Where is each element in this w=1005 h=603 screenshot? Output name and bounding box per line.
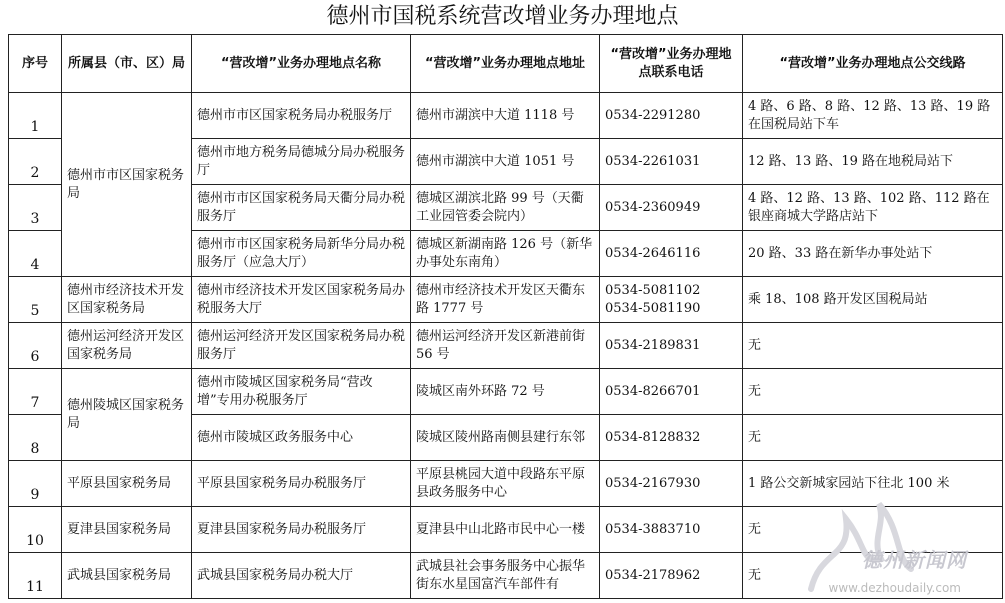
- row-number: 5: [9, 277, 62, 323]
- phone-cell: [600, 277, 743, 323]
- row-number: 4: [9, 231, 62, 277]
- watermark-url: www.dezhoudaily.com: [828, 581, 961, 595]
- table-row: [9, 553, 1003, 599]
- bureau-cell: 夏津县国家税务局: [62, 507, 192, 553]
- phone-cell: 0534-8128832: [600, 415, 743, 461]
- office-table: [8, 34, 1003, 599]
- bus-cell: 1 路公交新城家园站下往北 100 米: [743, 461, 1003, 507]
- header-no: 序号: [9, 35, 62, 93]
- table-row: [9, 323, 1003, 369]
- header-name: “营改增”业务办理地点名称: [192, 35, 411, 93]
- address-cell: 陵城区南外环路 72 号: [411, 369, 600, 415]
- phone-cell: 0534-2167930: [600, 461, 743, 507]
- address-cell: 夏津县中山北路市民中心一楼: [411, 507, 600, 553]
- row-number: 9: [9, 461, 62, 507]
- address-cell: 德州运河经济开发区新港前街 56 号: [411, 323, 600, 369]
- phone-cell: 0534-2360949: [600, 185, 743, 231]
- phone-cell: 0534-2646116: [600, 231, 743, 277]
- row-number: 6: [9, 323, 62, 369]
- bureau-cell: 德州市经济技术开发区国家税务局: [62, 277, 192, 323]
- phone-cell: 0534-2178962: [600, 553, 743, 599]
- row-number: 3: [9, 185, 62, 231]
- table-row: [9, 507, 1003, 553]
- phone-cell: 0534-2261031: [600, 139, 743, 185]
- office-name-cell: 德州市经济技术开发区国家税务局办税服务大厅: [192, 277, 411, 323]
- table-row: [9, 277, 1003, 323]
- address-cell: 平原县桃园大道中段路东平原县政务服务中心: [411, 461, 600, 507]
- office-name-cell: 德州运河经济开发区国家税务局办税服务厅: [192, 323, 411, 369]
- office-name-cell: 德州市地方税务局德城分局办税服务厅: [192, 139, 411, 185]
- address-cell: 德城区湖滨北路 99 号（天衢工业园管委会院内）: [411, 185, 600, 231]
- row-number: 11: [9, 553, 62, 599]
- row-number: 1: [9, 93, 62, 139]
- bus-cell: 12 路、13 路、19 路在地税局站下: [743, 139, 1003, 185]
- bus-cell: 无: [743, 507, 1003, 553]
- header-bus: “营改增”业务办理地点公交线路: [743, 35, 1003, 93]
- phone-secondary: 0534-5081190: [605, 300, 701, 316]
- office-name-cell: 德州市市区国家税务局天衢分局办税服务厅: [192, 185, 411, 231]
- phone-cell: 0534-3883710: [600, 507, 743, 553]
- row-number: 8: [9, 415, 62, 461]
- bureau-cell: 德州市市区国家税务局: [62, 93, 192, 277]
- address-cell: 德州市经济技术开发区天衢东路 1777 号: [411, 277, 600, 323]
- bus-cell: 20 路、33 路在新华办事处站下: [743, 231, 1003, 277]
- bus-cell: 4 路、12 路、13 路、102 路、112 路在银座商城大学路店站下: [743, 185, 1003, 231]
- watermark-text: 德州新闻网: [862, 548, 967, 572]
- address-cell: 武城县社会事务服务中心振华街东水星国富汽车部件有: [411, 553, 600, 599]
- address-cell: 德州市湖滨中大道 1118 号: [411, 93, 600, 139]
- office-name-cell: 德州市陵城区国家税务局“营改增”专用办税服务厅: [192, 369, 411, 415]
- office-name-cell: 武城县国家税务局办税大厅: [192, 553, 411, 599]
- row-number: 2: [9, 139, 62, 185]
- phone-cell: 0534-8266701: [600, 369, 743, 415]
- office-name-cell: 夏津县国家税务局办税服务厅: [192, 507, 411, 553]
- bureau-cell: 德州陵城区国家税务局: [62, 369, 192, 461]
- header-row: [9, 35, 1003, 93]
- office-name-cell: 德州市市区国家税务局新华分局办税服务厅（应急大厅）: [192, 231, 411, 277]
- bus-cell: 无: [743, 415, 1003, 461]
- phone-cell: 0534-2189831: [600, 323, 743, 369]
- table-row: [9, 461, 1003, 507]
- bus-cell: 无: [743, 369, 1003, 415]
- phone-primary: 0534-5081102: [605, 282, 701, 298]
- phone-cell: 0534-2291280: [600, 93, 743, 139]
- office-name-cell: 德州市陵城区政务服务中心: [192, 415, 411, 461]
- address-cell: 德州市湖滨中大道 1051 号: [411, 139, 600, 185]
- header-bureau: 所属县（市、区）局: [62, 35, 192, 93]
- bureau-cell: 德州运河经济开发区国家税务局: [62, 323, 192, 369]
- bureau-cell: 平原县国家税务局: [62, 461, 192, 507]
- office-name-cell: 德州市市区国家税务局办税服务厅: [192, 93, 411, 139]
- header-address: “营改增”业务办理地点地址: [411, 35, 600, 93]
- bureau-cell: 武城县国家税务局: [62, 553, 192, 599]
- table-row: [9, 369, 1003, 415]
- address-cell: 陵城区陵州路南侧县建行东邻: [411, 415, 600, 461]
- bus-cell: 无: [743, 553, 1003, 599]
- bus-cell: 无: [743, 323, 1003, 369]
- row-number: 10: [9, 507, 62, 553]
- row-number: 7: [9, 369, 62, 415]
- table-row: [9, 93, 1003, 139]
- page-title: 德州市国税系统营改增业务办理地点: [326, 4, 679, 29]
- bus-cell: 4 路、6 路、8 路、12 路、13 路、19 路在国税局站下车: [743, 93, 1003, 139]
- header-phone: “营改增”业务办理地点联系电话: [600, 35, 743, 93]
- office-name-cell: 平原县国家税务局办税服务厅: [192, 461, 411, 507]
- address-cell: 德城区新湖南路 126 号（新华办事处东南角）: [411, 231, 600, 277]
- bus-cell: 乘 18、108 路开发区国税局站: [743, 277, 1003, 323]
